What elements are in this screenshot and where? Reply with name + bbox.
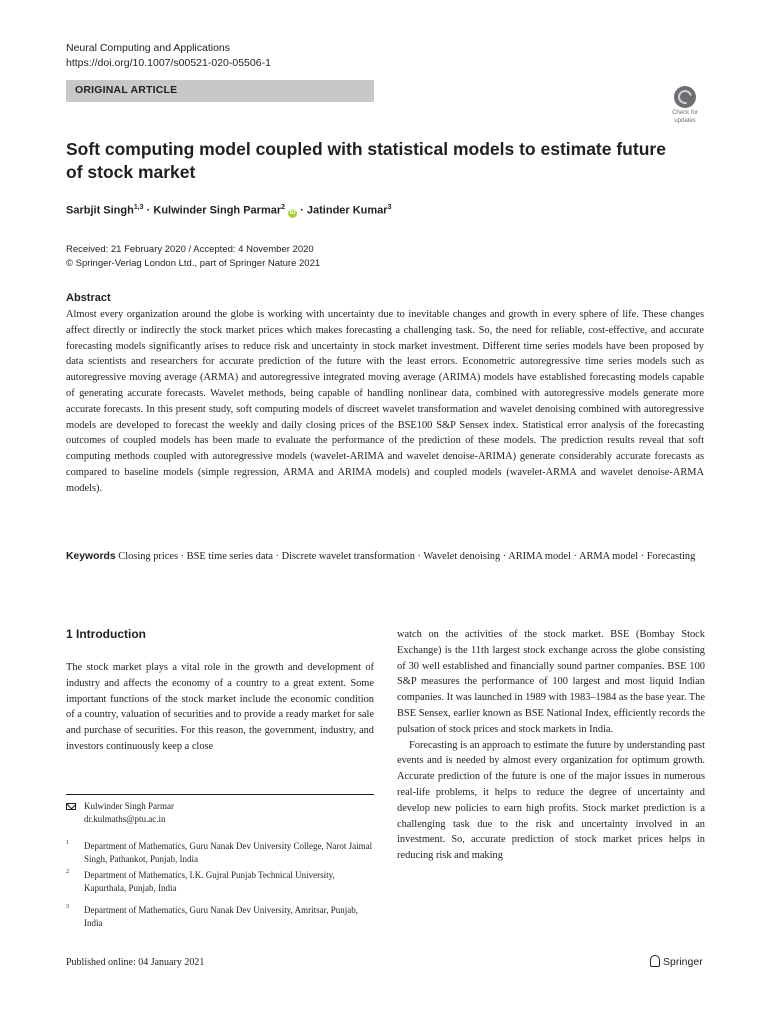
publication-dates bbox=[66, 243, 320, 271]
article-type-banner bbox=[66, 80, 374, 102]
author-affiliation-sup: 2 bbox=[281, 204, 286, 211]
section-heading-introduction: 1 Introduction bbox=[66, 627, 146, 641]
author-name: Jatinder Kumar bbox=[306, 204, 388, 217]
copyright-notice: © Springer-Verlag London Ltd., part of Springer Nature 2021 bbox=[66, 258, 321, 269]
author-name: Kulwinder Singh Parmar bbox=[153, 204, 282, 217]
article-title: Soft computing model coupled with statistical models to estimate future of stock market bbox=[66, 139, 666, 182]
affiliation-number: 3 bbox=[66, 904, 69, 910]
corresponding-author-name: Kulwinder Singh Parmar bbox=[84, 801, 174, 811]
affiliation-3 bbox=[66, 904, 374, 929]
publisher-logo bbox=[650, 955, 703, 968]
abstract-text: Almost every organization around the globe is working with uncertainty due to inevitable changes and growth in every sphere of life. These changes affect directly or indirectly the stock market prices which makes forecasting a challenging task. So, the need for reliable, cost-effective, and accurate forecasting models significantly arises to reduce risk and uncertainty in stock market investment. Different time series models have been proposed by data scientists and researchers for accurate prediction of the future with the least errors. Econometric autoregressive time series models such as autoregressive moving average (ARMA) and autoregressive integrated moving average (ARIMA) models have established forecasting models capable of generating accurate forecasts. Wavelet methods, being capable of handling nonlinear data, combined with autoregressive models generate more accurate forecasts. In this present study, soft computing models of discreet wavelet transformation and wavelet denoising combined with autoregressive models are developed to forecast the weekly and daily closing prices of the BSE100 S&P Sensex index. Statistical error analysis of the forecasting outcomes of coupled models has been made to evaluate the performance of the prediction of these models. The prediction results reveal that soft computing methods coupled with autoregressive models (wavelet-ARIMA and wavelet denoise-ARIMA) generate considerably accurate forecasts as compared to baseline models (simple regression, ARMA and ARIMA models) and coupled models (wavelet-ARMA and wavelet denoise-ARMA models). bbox=[66, 309, 704, 494]
keywords-label: Keywords bbox=[66, 551, 116, 562]
corresponding-author-email[interactable]: dr.kulmaths@ptu.ac.in bbox=[84, 813, 166, 824]
author-separator: · bbox=[300, 204, 304, 217]
affiliation-2 bbox=[66, 869, 374, 894]
affiliation-number: 2 bbox=[66, 869, 69, 875]
affiliation-text: Department of Mathematics, Guru Nanak Dev University College, Narot Jaimal Singh, Pathankot, Punjab, India bbox=[84, 841, 373, 864]
check-updates-icon bbox=[674, 86, 696, 108]
doi-link[interactable]: https://doi.org/10.1007/s00521-020-05506-1 bbox=[66, 57, 271, 69]
author-name: Sarbjit Singh bbox=[66, 204, 134, 217]
intro-right-column bbox=[397, 627, 705, 864]
envelope-icon bbox=[66, 803, 76, 810]
abstract-heading: Abstract bbox=[66, 292, 111, 304]
intro-paragraph-left: The stock market plays a vital role in the growth and development of industry and affects the economy of a country to a great extent. Some important functions of the stock market include the economic condition of a country, valuation of securities and to provide a ready market for sale and purchase of securities. For this reason, the government, industry, and investors continuously keep a close bbox=[66, 662, 374, 752]
keywords-text: Closing prices · BSE time series data · Discrete wavelet transformation · Wavelet denoising · ARIMA model · ARMA model · Forecasting bbox=[118, 551, 696, 562]
check-updates-text-2: updates bbox=[674, 118, 696, 124]
journal-name: Neural Computing and Applications bbox=[66, 42, 231, 54]
author-list bbox=[66, 204, 392, 218]
article-type-label: ORIGINAL ARTICLE bbox=[75, 84, 178, 96]
footnote-divider bbox=[66, 794, 374, 795]
author-affiliation-sup: 1,3 bbox=[133, 204, 144, 211]
affiliation-text: Department of Mathematics, I.K. Gujral Punjab Technical University, Kapurthala, Punjab, India bbox=[84, 870, 335, 893]
affiliation-1 bbox=[66, 840, 374, 865]
affiliation-text: Department of Mathematics, Guru Nanak Dev University, Amritsar, Punjab, India bbox=[84, 905, 358, 928]
corresponding-author bbox=[66, 800, 174, 825]
author-affiliation-sup: 3 bbox=[387, 204, 392, 211]
received-accepted-dates: Received: 21 February 2020 / Accepted: 4 November 2020 bbox=[66, 244, 314, 255]
journal-header bbox=[66, 41, 271, 71]
intro-paragraph-right-1: watch on the activities of the stock market. BSE (Bombay Stock Exchange) is the 11th largest stock exchange across the globe consisting of 30 well established and financially sound partner companies. BSE 100 S&P measures the performance of 100 largest and most liquid Indian companies. It was launched in 1989 with 1983–1984 as the base year. The BSE Sensex, earlier known as BSE National Index, efficiently records the pulsation of stock prices and stock markets in India. bbox=[397, 629, 705, 735]
check-updates-text-1: Check for bbox=[672, 110, 698, 116]
intro-paragraph-right-2: Forecasting is an approach to estimate the future by understanding past events and is needed by almost every organization for optimum growth. Accurate prediction of the future is one of the major issues in numerous real-life problems, it helps to reduce the degree of uncertainty and develop new policies to earn high profits. Stock market prediction is a challenging task due to the risk and uncertainty involved in an investment. So, accurate prediction of stock market prices helps in reducing risk and making bbox=[397, 739, 705, 862]
keywords-section bbox=[66, 549, 704, 566]
author-separator: · bbox=[146, 204, 151, 217]
published-online-date: Published online: 04 January 2021 bbox=[66, 957, 205, 968]
orcid-icon[interactable]: iD bbox=[289, 209, 296, 216]
affiliation-number: 1 bbox=[66, 840, 69, 846]
springer-horse-icon bbox=[650, 955, 660, 967]
publisher-name: Springer bbox=[663, 956, 703, 968]
check-for-updates-badge[interactable] bbox=[666, 86, 704, 126]
